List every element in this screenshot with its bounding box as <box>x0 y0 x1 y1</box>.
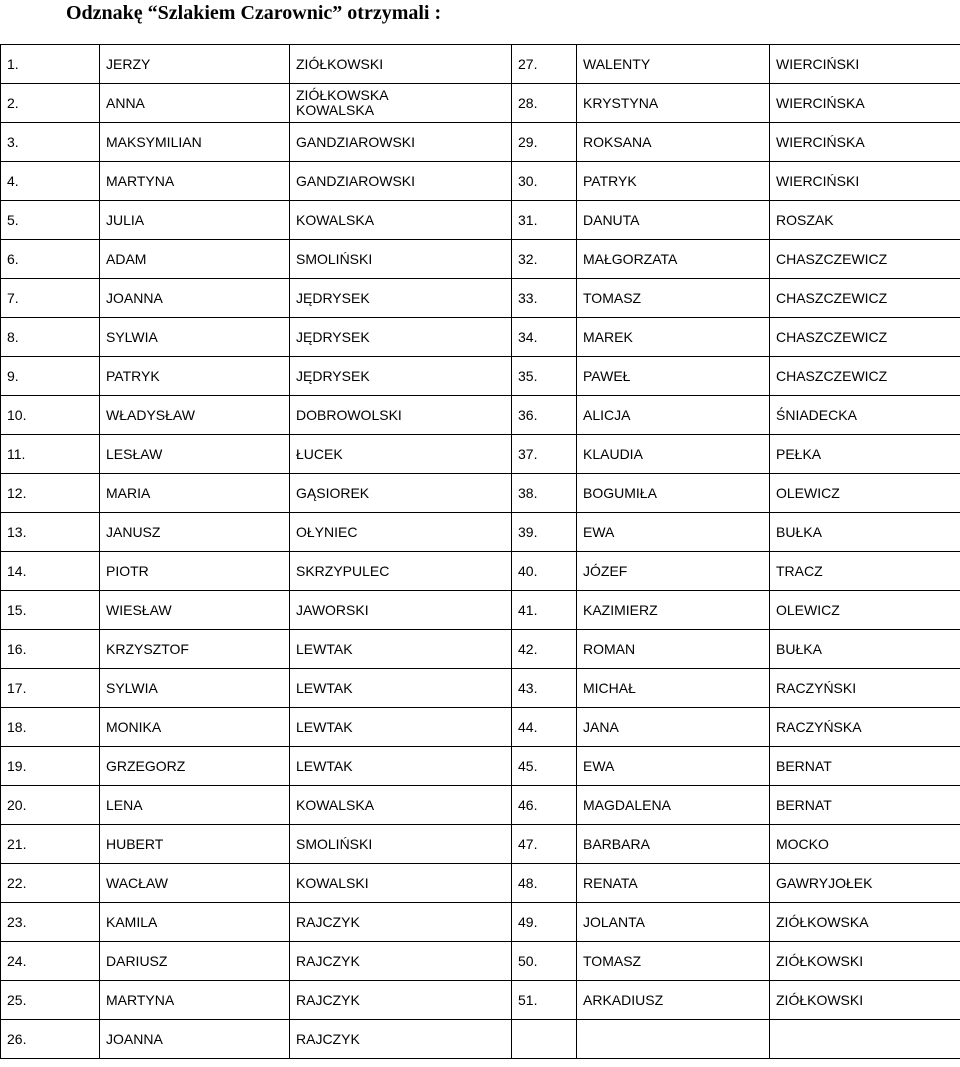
first-name: HUBERT <box>100 825 290 864</box>
recipients-table <box>0 44 960 1059</box>
entry-number: 2. <box>1 84 100 123</box>
table-row <box>1 591 960 630</box>
entry-number: 50. <box>512 942 577 981</box>
first-name: ROMAN <box>577 630 770 669</box>
table-row <box>1 747 960 786</box>
first-name: DARIUSZ <box>100 942 290 981</box>
first-name: MAREK <box>577 318 770 357</box>
entry-number: 27. <box>512 45 577 84</box>
first-name: SYLWIA <box>100 669 290 708</box>
entry-number: 47. <box>512 825 577 864</box>
entry-number: 49. <box>512 903 577 942</box>
last-name: SKRZYPULEC <box>290 552 512 591</box>
entry-number <box>512 1020 577 1059</box>
entry-number: 16. <box>1 630 100 669</box>
first-name: PATRYK <box>100 357 290 396</box>
last-name: SMOLIŃSKI <box>290 240 512 279</box>
entry-number: 33. <box>512 279 577 318</box>
first-name: TOMASZ <box>577 279 770 318</box>
entry-number: 21. <box>1 825 100 864</box>
first-name: ADAM <box>100 240 290 279</box>
table-row <box>1 513 960 552</box>
last-name: ZIÓŁKOWSKA <box>770 903 960 942</box>
table-row <box>1 162 960 201</box>
table-row <box>1 318 960 357</box>
first-name: JOANNA <box>100 1020 290 1059</box>
last-name: KOWALSKA <box>290 201 512 240</box>
first-name <box>577 1020 770 1059</box>
last-name: WIERCIŃSKA <box>770 123 960 162</box>
first-name: LENA <box>100 786 290 825</box>
first-name: JERZY <box>100 45 290 84</box>
last-name: LEWTAK <box>290 708 512 747</box>
first-name: DANUTA <box>577 201 770 240</box>
last-name: GĄSIOREK <box>290 474 512 513</box>
first-name: LESŁAW <box>100 435 290 474</box>
first-name: MAŁGORZATA <box>577 240 770 279</box>
entry-number: 34. <box>512 318 577 357</box>
last-name: CHASZCZEWICZ <box>770 279 960 318</box>
entry-number: 35. <box>512 357 577 396</box>
table-row <box>1 786 960 825</box>
last-name-line-2: KOWALSKA <box>296 102 375 118</box>
first-name: MAGDALENA <box>577 786 770 825</box>
table-row <box>1 396 960 435</box>
last-name: OLEWICZ <box>770 591 960 630</box>
last-name: KOWALSKA <box>290 786 512 825</box>
first-name: JANA <box>577 708 770 747</box>
entry-number: 6. <box>1 240 100 279</box>
entry-number: 43. <box>512 669 577 708</box>
last-name: SMOLIŃSKI <box>290 825 512 864</box>
last-name: OŁYNIEC <box>290 513 512 552</box>
first-name: ALICJA <box>577 396 770 435</box>
entry-number: 36. <box>512 396 577 435</box>
last-name: GANDZIAROWSKI <box>290 162 512 201</box>
entry-number: 19. <box>1 747 100 786</box>
last-name: BUŁKA <box>770 513 960 552</box>
entry-number: 9. <box>1 357 100 396</box>
first-name: PATRYK <box>577 162 770 201</box>
entry-number: 25. <box>1 981 100 1020</box>
table-row <box>1 474 960 513</box>
last-name: LEWTAK <box>290 630 512 669</box>
last-name: OLEWICZ <box>770 474 960 513</box>
entry-number: 3. <box>1 123 100 162</box>
last-name: GANDZIAROWSKI <box>290 123 512 162</box>
first-name: ROKSANA <box>577 123 770 162</box>
first-name: WŁADYSŁAW <box>100 396 290 435</box>
first-name: PAWEŁ <box>577 357 770 396</box>
last-name: ZIÓŁKOWSKI <box>290 45 512 84</box>
last-name: PEŁKA <box>770 435 960 474</box>
first-name: KAMILA <box>100 903 290 942</box>
last-name: JĘDRYSEK <box>290 318 512 357</box>
last-name: GAWRYJOŁEK <box>770 864 960 903</box>
entry-number: 28. <box>512 84 577 123</box>
table-row <box>1 84 960 123</box>
entry-number: 24. <box>1 942 100 981</box>
table-row <box>1 825 960 864</box>
last-name: LEWTAK <box>290 747 512 786</box>
entry-number: 31. <box>512 201 577 240</box>
entry-number: 1. <box>1 45 100 84</box>
table-row <box>1 708 960 747</box>
first-name: JOLANTA <box>577 903 770 942</box>
last-name <box>770 1020 960 1059</box>
table-row <box>1 864 960 903</box>
entry-number: 38. <box>512 474 577 513</box>
page-title: Odznakę “Szlakiem Czarownic” otrzymali : <box>66 2 442 24</box>
last-name: WIERCIŃSKI <box>770 162 960 201</box>
first-name: MAKSYMILIAN <box>100 123 290 162</box>
last-name: ŚNIADECKA <box>770 396 960 435</box>
entry-number: 14. <box>1 552 100 591</box>
first-name: BARBARA <box>577 825 770 864</box>
table-row <box>1 201 960 240</box>
first-name: JANUSZ <box>100 513 290 552</box>
last-name: MOCKO <box>770 825 960 864</box>
last-name: CHASZCZEWICZ <box>770 318 960 357</box>
first-name: ARKADIUSZ <box>577 981 770 1020</box>
last-name: JĘDRYSEK <box>290 357 512 396</box>
first-name: MARTYNA <box>100 162 290 201</box>
entry-number: 40. <box>512 552 577 591</box>
first-name: KAZIMIERZ <box>577 591 770 630</box>
table-row <box>1 45 960 84</box>
last-name: RACZYŃSKI <box>770 669 960 708</box>
table-row <box>1 123 960 162</box>
last-name: RAJCZYK <box>290 981 512 1020</box>
last-name: KOWALSKI <box>290 864 512 903</box>
entry-number: 17. <box>1 669 100 708</box>
first-name: EWA <box>577 747 770 786</box>
last-name: DOBROWOLSKI <box>290 396 512 435</box>
table-row <box>1 435 960 474</box>
entry-number: 15. <box>1 591 100 630</box>
table-row <box>1 552 960 591</box>
first-name: ANNA <box>100 84 290 123</box>
entry-number: 32. <box>512 240 577 279</box>
first-name: TOMASZ <box>577 942 770 981</box>
entry-number: 22. <box>1 864 100 903</box>
entry-number: 44. <box>512 708 577 747</box>
first-name: WALENTY <box>577 45 770 84</box>
first-name: JULIA <box>100 201 290 240</box>
table-row <box>1 630 960 669</box>
last-name: ZIÓŁKOWSKI <box>770 942 960 981</box>
table-row <box>1 279 960 318</box>
first-name: EWA <box>577 513 770 552</box>
entry-number: 23. <box>1 903 100 942</box>
last-name <box>290 84 512 123</box>
last-name: ŁUCEK <box>290 435 512 474</box>
entry-number: 41. <box>512 591 577 630</box>
entry-number: 42. <box>512 630 577 669</box>
last-name: RACZYŃSKA <box>770 708 960 747</box>
entry-number: 29. <box>512 123 577 162</box>
table-row <box>1 903 960 942</box>
last-name: LEWTAK <box>290 669 512 708</box>
last-name: CHASZCZEWICZ <box>770 240 960 279</box>
last-name: BERNAT <box>770 786 960 825</box>
entry-number: 11. <box>1 435 100 474</box>
first-name: JOANNA <box>100 279 290 318</box>
table-row <box>1 981 960 1020</box>
entry-number: 8. <box>1 318 100 357</box>
entry-number: 30. <box>512 162 577 201</box>
first-name: KRZYSZTOF <box>100 630 290 669</box>
last-name: RAJCZYK <box>290 942 512 981</box>
last-name: BERNAT <box>770 747 960 786</box>
table-row <box>1 669 960 708</box>
entry-number: 51. <box>512 981 577 1020</box>
entry-number: 5. <box>1 201 100 240</box>
entry-number: 46. <box>512 786 577 825</box>
first-name: PIOTR <box>100 552 290 591</box>
first-name: MARTYNA <box>100 981 290 1020</box>
last-name: RAJCZYK <box>290 903 512 942</box>
first-name: SYLWIA <box>100 318 290 357</box>
entry-number: 18. <box>1 708 100 747</box>
first-name: MONIKA <box>100 708 290 747</box>
table-row <box>1 942 960 981</box>
entry-number: 37. <box>512 435 577 474</box>
entry-number: 39. <box>512 513 577 552</box>
last-name: BUŁKA <box>770 630 960 669</box>
entry-number: 12. <box>1 474 100 513</box>
entry-number: 48. <box>512 864 577 903</box>
first-name: MICHAŁ <box>577 669 770 708</box>
first-name: KLAUDIA <box>577 435 770 474</box>
recipients-table-body <box>1 45 960 1059</box>
first-name: JÓZEF <box>577 552 770 591</box>
first-name: WIESŁAW <box>100 591 290 630</box>
entry-number: 4. <box>1 162 100 201</box>
entry-number: 26. <box>1 1020 100 1059</box>
first-name: BOGUMIŁA <box>577 474 770 513</box>
last-name: RAJCZYK <box>290 1020 512 1059</box>
entry-number: 45. <box>512 747 577 786</box>
table-row <box>1 357 960 396</box>
last-name: JAWORSKI <box>290 591 512 630</box>
table-row <box>1 240 960 279</box>
entry-number: 13. <box>1 513 100 552</box>
table-row <box>1 1020 960 1059</box>
last-name: TRACZ <box>770 552 960 591</box>
first-name: RENATA <box>577 864 770 903</box>
last-name: WIERCIŃSKI <box>770 45 960 84</box>
entry-number: 7. <box>1 279 100 318</box>
first-name: GRZEGORZ <box>100 747 290 786</box>
first-name: WACŁAW <box>100 864 290 903</box>
last-name: ROSZAK <box>770 201 960 240</box>
entry-number: 20. <box>1 786 100 825</box>
first-name: MARIA <box>100 474 290 513</box>
entry-number: 10. <box>1 396 100 435</box>
last-name-line-1: ZIÓŁKOWSKA <box>296 87 389 103</box>
last-name: WIERCIŃSKA <box>770 84 960 123</box>
first-name: KRYSTYNA <box>577 84 770 123</box>
last-name: ZIÓŁKOWSKI <box>770 981 960 1020</box>
last-name: JĘDRYSEK <box>290 279 512 318</box>
last-name: CHASZCZEWICZ <box>770 357 960 396</box>
